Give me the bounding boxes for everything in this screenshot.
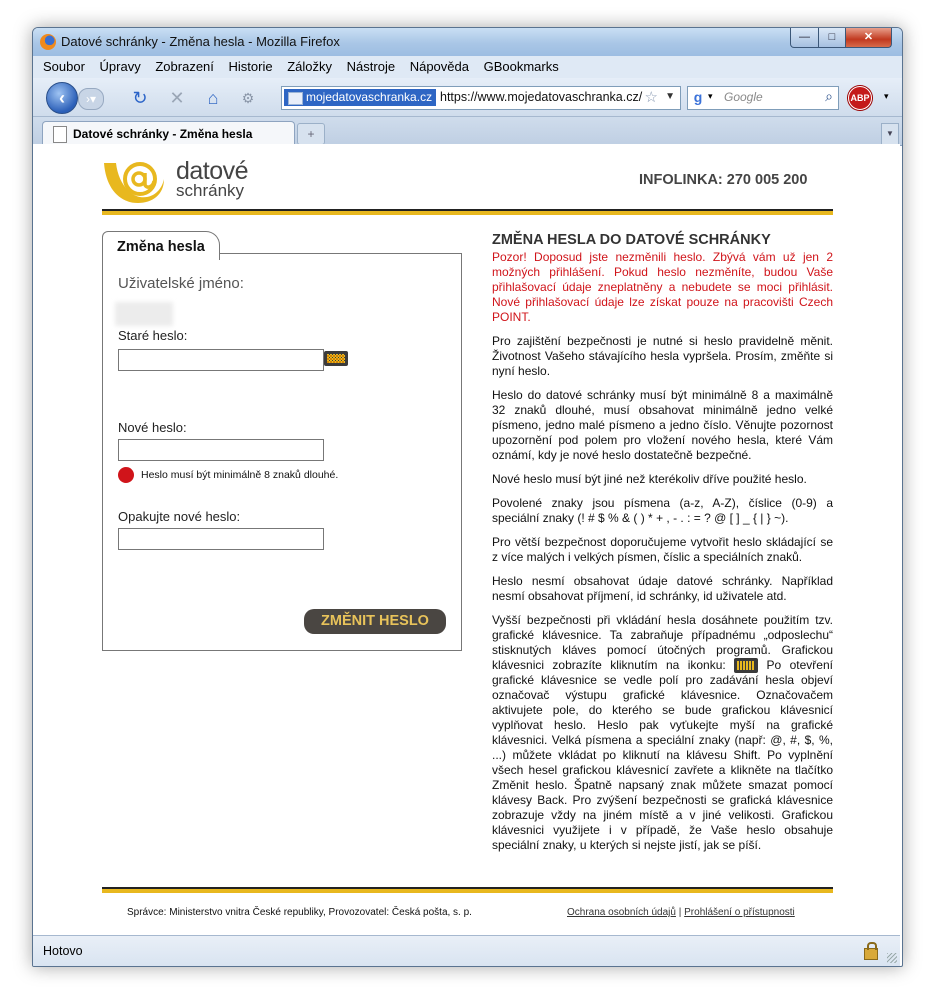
chevron-down-icon[interactable]: ▾: [884, 91, 889, 101]
info-heading: ZMĚNA HESLA DO DATOVÉ SCHRÁNKY: [492, 232, 771, 248]
menu-gbookmarks[interactable]: GBookmarks: [483, 59, 559, 74]
stop-icon[interactable]: ✕: [169, 88, 185, 108]
new-password-field[interactable]: [118, 439, 324, 461]
footer-divider: [102, 887, 833, 893]
menu-napoveda[interactable]: Nápověda: [409, 59, 469, 74]
menu-bar: [33, 56, 902, 78]
address-bar[interactable]: [281, 86, 681, 110]
tab-datove-schranky[interactable]: [42, 121, 295, 146]
tab-label: Datové schránky - Změna hesla: [73, 127, 253, 141]
new-password-label: Nové heslo:: [118, 420, 187, 435]
page-icon: [53, 126, 67, 143]
tools-icon[interactable]: ⚙: [241, 90, 255, 106]
header-divider: [102, 209, 833, 215]
site-identity-button[interactable]: mojedatovaschranka.cz: [284, 89, 436, 106]
logo-text-line1: datové: [176, 157, 249, 185]
info-paragraph-keyboard: [492, 613, 833, 853]
page-content: [33, 144, 900, 934]
info-paragraph: Heslo do datové schránky musí být minimálně 8 a maximálně 32 znaků dlouhé, musí obsahovat minimálně jedno velké písmeno, jedno malé písmeno a jedno číslo. Věnujte pozornost upozornění pod polem pro vložení nového hesla, které Vám oznámí, kdy je nové heslo dostatečně bezpečné.: [492, 388, 833, 462]
footer-separator: |: [678, 907, 682, 918]
menu-soubor[interactable]: Soubor: [43, 59, 85, 74]
info-paragraph: Povolené znaky jsou písmena (a-z, A-Z), číslice (0-9) a speciální znaky (! # $ % & ( ) * + , - . : = ? @ [ ] _ { | } ~).: [492, 496, 833, 525]
status-text: Hotovo: [43, 944, 83, 958]
form-tab-label: Změna hesla: [117, 239, 205, 255]
chevron-down-icon[interactable]: ▼: [665, 91, 675, 102]
status-bar: [33, 935, 900, 966]
chevron-down-icon[interactable]: ▾: [708, 91, 713, 101]
title-bar: [33, 28, 902, 56]
warning-text: Pozor! Doposud jste nezměnili heslo. Zbývá vám už jen 2 možných přihlášení. Pokud heslo nezměníte, budou Vaše přihlašovací údaje zneplatněny a nebudete se moci přihlásit. Nové přihlašovací údaje lze získat pouze na pracovišti Czech POINT.: [492, 250, 833, 324]
repeat-password-label: Opakujte nové heslo:: [118, 509, 241, 524]
keyboard-icon[interactable]: [324, 351, 348, 366]
back-arrow-icon[interactable]: ‹: [46, 82, 78, 114]
username-label: Uživatelské jméno:: [118, 275, 244, 292]
close-button[interactable]: ✕: [845, 28, 892, 48]
form-tab: [102, 231, 220, 260]
forward-arrow-icon[interactable]: ›▾: [78, 88, 104, 110]
error-dot-icon: [118, 467, 134, 483]
browser-window: [32, 27, 903, 967]
lock-icon[interactable]: [864, 948, 878, 960]
info-paragraph: Nové heslo musí být jiné než kterékoliv dříve použité heslo.: [492, 472, 807, 486]
change-password-form: [102, 253, 462, 651]
navigation-toolbar: [33, 78, 902, 117]
tab-list-button[interactable]: ▼: [881, 123, 899, 145]
accessibility-link[interactable]: Prohlášení o přístupnosti: [684, 907, 795, 918]
menu-historie[interactable]: Historie: [228, 59, 273, 74]
info-column: [492, 233, 833, 862]
change-password-button[interactable]: ZMĚNIT HESLO: [304, 609, 446, 634]
magnifier-icon[interactable]: ⌕: [825, 88, 833, 104]
new-tab-button[interactable]: +: [297, 123, 325, 145]
menu-nastroje[interactable]: Nástroje: [346, 59, 396, 74]
menu-zalozky[interactable]: Záložky: [287, 59, 333, 74]
url-text[interactable]: https://www.mojedatovaschranka.cz/: [440, 90, 643, 104]
footer-operator: Správce: Ministerstvo vnitra České republiky, Provozovatel: Česká pošta, s. p.: [127, 907, 472, 918]
minimize-button[interactable]: —: [790, 28, 819, 48]
star-icon[interactable]: ☆: [644, 89, 658, 106]
menu-zobrazeni[interactable]: Zobrazení: [155, 59, 214, 74]
info-paragraph: Heslo nesmí obsahovat údaje datové schránky. Například nesmí obsahovat příjmení, id schránky, id uživatele atd.: [492, 574, 833, 603]
datove-schranky-logo[interactable]: [102, 159, 262, 203]
info-paragraph: Pro větší bezpečnost doporučujeme vytvořit heslo skládající se z více malých i velkých písmen, číslic a speciálních znaků.: [492, 535, 833, 564]
window-title: Datové schránky - Změna hesla - Mozilla Firefox: [61, 34, 340, 49]
google-icon[interactable]: g: [693, 89, 703, 105]
home-icon[interactable]: ⌂: [207, 88, 219, 108]
info-paragraph: Pro zajištění bezpečnosti je nutné si heslo pravidelně měnit. Životnost Vašeho stávajícího hesla vypršela. Prosím, změňte si nyní heslo.: [492, 334, 833, 378]
menu-upravy[interactable]: Úpravy: [99, 59, 141, 74]
resize-grip[interactable]: [887, 953, 897, 963]
username-value: [115, 302, 173, 326]
search-bar[interactable]: [687, 86, 839, 110]
maximize-button[interactable]: □: [818, 28, 846, 48]
tab-bar: [33, 117, 902, 146]
old-password-label: Staré heslo:: [118, 328, 188, 343]
info-text: Po otevření grafické klávesnice se vedle polí pro zadávání hesla objeví označovač výstupu grafické klávesnice. Označovačem aktivujete pole, do kterého se bude grafickou klávesnicí vyplňovat heslo. Heslo pak vyťukejte myší na grafické klávesnici. Velká písmena a speciální znaky (např: @, #, $, %, ...) můžete vkládat po kliknutí na klávesu Shift. Po vyplnění všech hesel grafickou klávesnicí zavřete a klikněte na tlačítko Změnit heslo. Špatně napsaný znak můžete smazat pomocí klávesy Back. Pro zvýšení bezpečnosti se grafická klávesnice zobrazuje vždy na jiném místě a v jiné velikosti. Grafickou klávesnici využijete i v případě, že Vaše heslo obsahuje speciální znaky, u kterých si nejste jistí, jak se píší.: [492, 658, 833, 853]
infoline: INFOLINKA: 270 005 200: [639, 172, 808, 188]
privacy-link[interactable]: Ochrana osobních údajů: [567, 907, 676, 918]
firefox-icon: [40, 34, 56, 50]
reload-icon[interactable]: ↻: [132, 88, 148, 108]
logo-at-icon: [102, 159, 166, 203]
adblock-button[interactable]: ABP: [848, 86, 872, 110]
old-password-field[interactable]: [118, 349, 324, 371]
logo-text-line2: schránky: [176, 181, 245, 200]
search-input[interactable]: Google: [724, 90, 763, 104]
keyboard-icon: [734, 658, 758, 673]
password-error-message: Heslo musí být minimálně 8 znaků dlouhé.: [141, 469, 339, 481]
info-text: Vyšší bezpečnosti při vkládání hesla dosáhnete použitím tzv. grafické klávesnice. Ta zabraňuje případnému „odposlechu“ stisknutých kláves pomocí útočných programů. Grafickou klávesnici zobrazíte kliknutím na ikonku:: [492, 613, 833, 672]
repeat-password-field[interactable]: [118, 528, 324, 550]
footer-links: [567, 907, 795, 918]
